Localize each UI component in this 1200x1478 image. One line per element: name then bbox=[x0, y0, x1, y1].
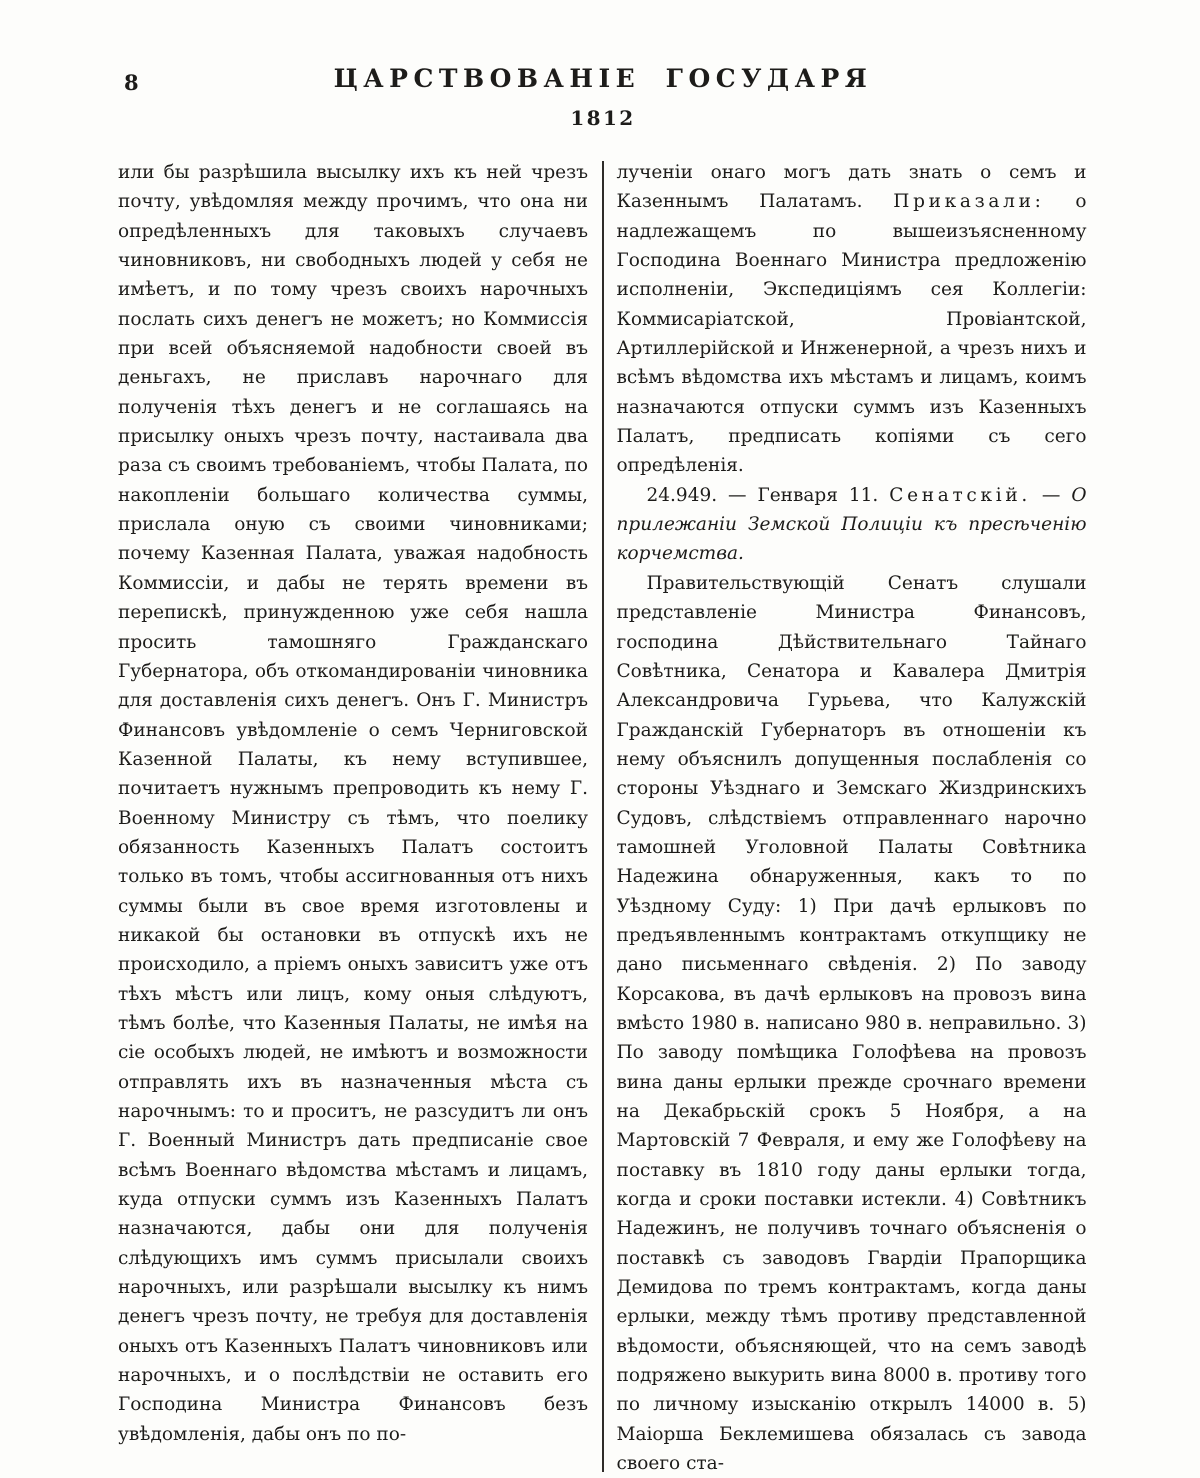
entry-title: О прилежаніи Земской Полиціи къ пресѣченію корчемства. bbox=[616, 484, 1087, 565]
resolution-text: о надлежащемъ по вышеизъясненному Господина Военнаго Министра предложенію исполненіи, Экспедиціямъ сея Коллегіи: Коммисаріатской, Провіантской, Артиллерійской и Инженерной, а чрезъ нихъ и всѣмъ вѣдомства ихъ мѣстамъ и лицамъ, коимъ назначаются отпуски суммъ изъ Казенныхъ Палатъ, предписать копіями съ сего опредѣленія. bbox=[616, 191, 1087, 477]
prikazali-keyword: Приказали: bbox=[893, 191, 1045, 213]
left-column-paragraph: или бы разрѣшила высылку ихъ къ ней чрезъ почту, увѣдомляя между прочимъ, что она ни опредѣленныхъ для таковыхъ случаевъ чиновниковъ, ни свободныхъ людей у себя не имѣетъ, и по тому чрезъ своихъ нарочныхъ послать сихъ денегъ не можетъ; но Коммиссія при всей объясняемой надобности своей въ деньгахъ, не приславъ нарочнаго для полученія тѣхъ денегъ и не соглашаясь на присылку оныхъ чрезъ почту, настаивала два раза съ своимъ требованіемъ, чтобы Палата, по накопленіи большаго количества суммы, прислала оную съ своими чиновниками; почему Казенная Палата, уважая надобность Коммиссіи, и дабы не терять времени въ перепискѣ, принужденною уже себя нашла просить тамошняго Гражданскаго Губернатора, объ откомандированіи чиновника для доставленія сихъ денегъ. Онъ Г. Министръ Финансовъ увѣдомленіе о семъ Черниговской Казенной Палаты, къ нему вступившее, почитаетъ нужнымъ препроводить къ нему Г. Военному Министру съ тѣмъ, что поелику обязанность Казенныхъ Палатъ состоитъ только въ томъ, чтобы ассигнованныя отъ нихъ суммы были въ свое время изготовлены и никакой бы остановки въ отпускѣ ихъ не происходило, а пріемъ оныхъ зависитъ уже отъ тѣхъ мѣстъ или лицъ, кому оныя слѣдуютъ, тѣмъ болѣе, что Казенныя Палаты, не имѣя на сіе особыхъ людей, не имѣютъ и возможности отправлять ихъ въ назначенныя мѣста съ нарочнымъ: то и проситъ, не разсудитъ ли онъ Г. Военный Министръ дать предписаніе свое всѣмъ Военнаго вѣдомства мѣстамъ и лицамъ, куда отпуски суммъ изъ Казенныхъ Палатъ назначаются, дабы они для полученія слѣдующихъ имъ суммъ присылали своихъ нарочныхъ, или разрѣшали высылку къ нимъ денегъ чрезъ почту, не требуя для доставленія оныхъ отъ Казенныхъ Палатъ чиновниковъ или нарочныхъ, и о послѣдствіи не оставить его Господина Министра Финансовъ безъ увѣдомленія, дабы онъ по по- bbox=[118, 162, 588, 1445]
text-columns bbox=[118, 158, 1088, 1478]
continuation-paragraph bbox=[617, 158, 1087, 481]
right-column bbox=[617, 158, 1087, 1478]
year-heading: 1812 bbox=[570, 106, 636, 130]
page-title: ЦАРСТВОВАНІЕ ГОСУДАРЯ bbox=[333, 64, 873, 93]
entry-number-date: 24.949. — Генваря 11. bbox=[646, 484, 890, 506]
entry-source: Сенатскій. bbox=[889, 484, 1031, 506]
entry-separator: — bbox=[1030, 484, 1072, 506]
page-header bbox=[118, 64, 1088, 100]
continuation-text: лученіи онаго могъ дать знать о семъ и Казеннымъ Палатамъ. bbox=[616, 162, 1087, 213]
page-number: 8 bbox=[124, 70, 139, 95]
column-divider bbox=[602, 161, 604, 1472]
left-column bbox=[118, 158, 588, 1478]
entry-heading bbox=[617, 481, 1087, 569]
entry-body: Правительствующій Сенатъ слушали представленіе Министра Финансовъ, господина Дѣйствительнаго Тайнаго Совѣтника, Сенатора и Кавалера Дмитрія Александровича Гурьева, что Калужскій Гражданскій Губернаторъ въ отношеніи къ нему объяснилъ допущенныя послабленія со стороны Уѣзднаго и Земскаго Жиздринскихъ Судовъ, слѣдствіемъ отправленнаго нарочно тамошней Уголовной Палаты Совѣтника Надежина обнаруженныя, какъ то по Уѣздному Суду: 1) При дачѣ ерлыковъ по предъявленнымъ контрактамъ откупщику не дано письменнаго свѣденія. 2) По заводу Корсакова, въ дачѣ ерлыковъ на провозъ вина вмѣсто 1980 в. написано 980 в. неправильно. 3) По заводу помѣщика Голофѣева на провозъ вина даны ерлыки прежде срочнаго времени на Декабрьскій срокъ 5 Ноября, а на Мартовскій 7 Февраля, и ему же Голофѣеву на поставку въ 1810 году даны ерлыки тогда, когда и сроки поставки истекли. 4) Совѣтникъ Надежинъ, не получивъ точнаго объясненія о поставкѣ съ заводовъ Гвардіи Прапорщика Демидова по тремъ контрактамъ, когда даны ерлыки, между тѣмъ противу представленной вѣдомости, объясняющей, что на семъ заводѣ подряжено выкурить вина 8000 в. противу того по личному изысканію открылъ 14000 в. 5) Маіорша Беклемишева обязалась съ завода своего ста- bbox=[616, 572, 1087, 1475]
